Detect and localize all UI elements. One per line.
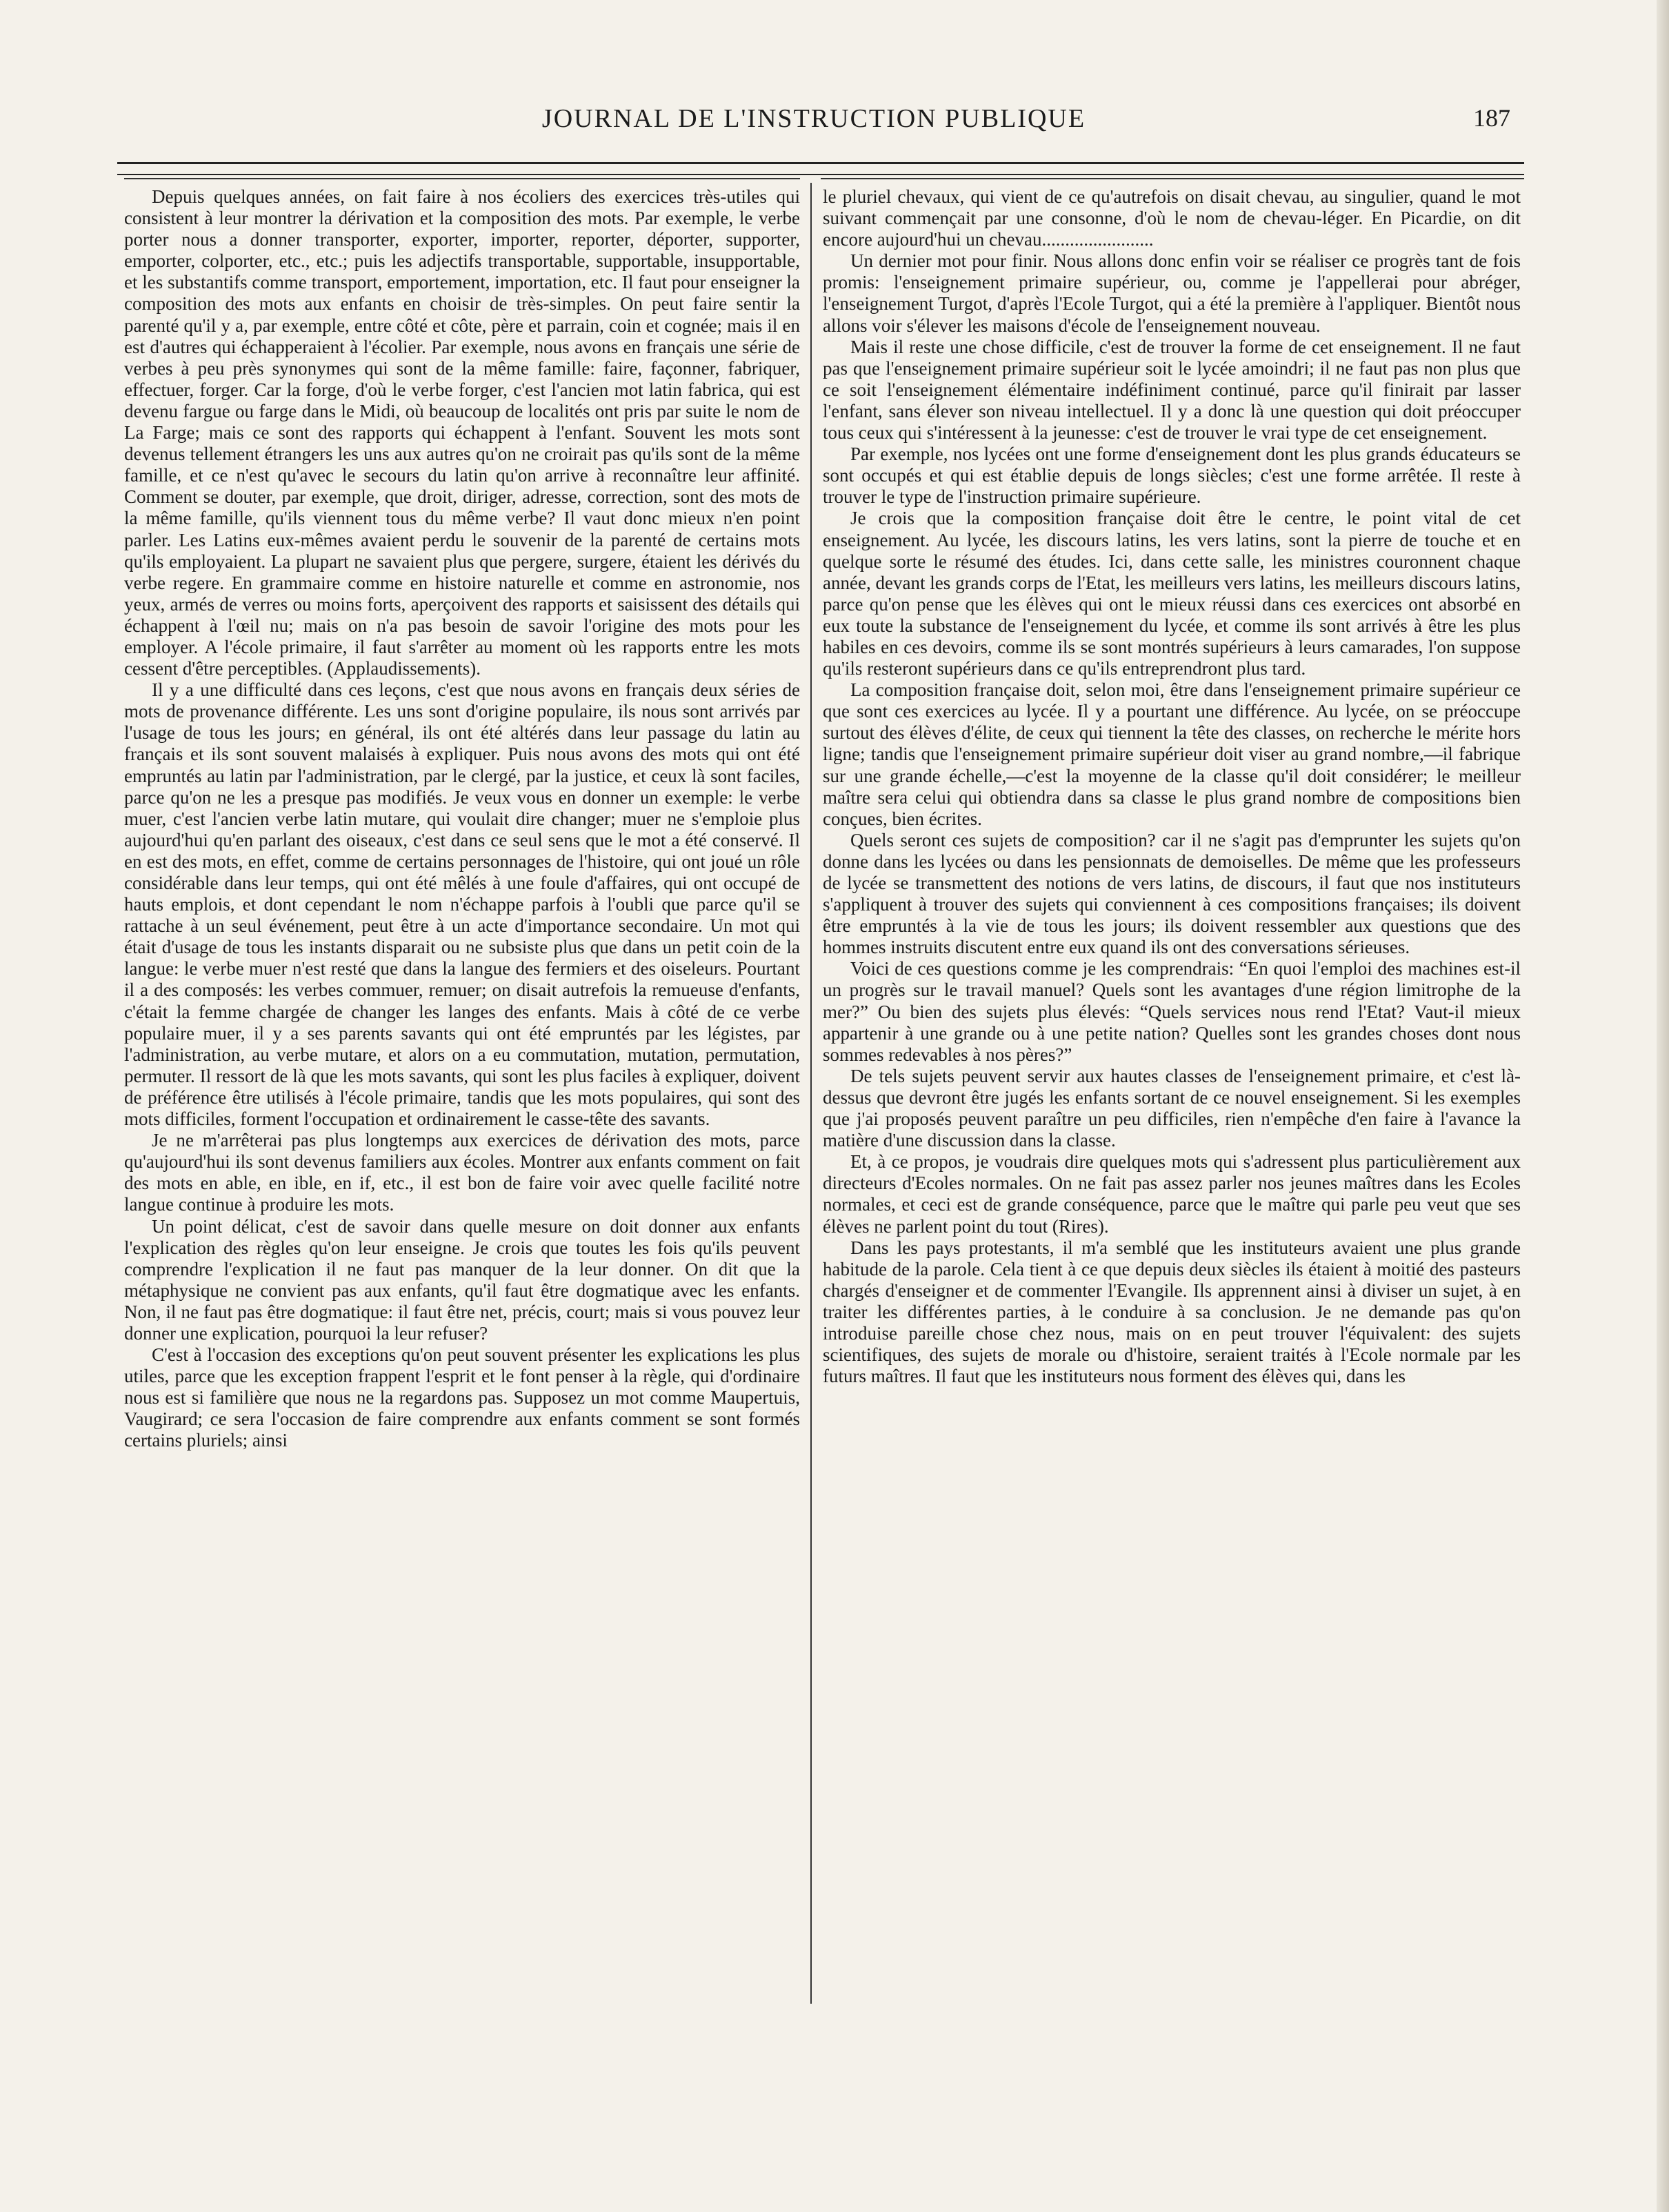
paragraph: Et, à ce propos, je voudrais dire quelques mots qui s'adressent plus particulièrement aux directeurs d'Ecoles normales. On ne fait pas assez parler nos jeunes maîtres dans les Ecoles normales, et ceci est de grande conséquence, parce que le maître qui parle peu veut que ses élèves ne parlent point du tout (Rires). [823, 1151, 1521, 1237]
paragraph: Voici de ces questions comme je les comprendrais: “En quoi l'emploi des machines est-il un progrès sur le travail manuel? Quels sont les avantages d'une région limitrophe de la mer?” Ou bien des sujets plus élevés: “Quels services nous rend l'Etat? Vaut-il mieux appartenir à une grande ou à une petite nation? Quelles sont les grandes choses dont nous sommes redevables à nos pères?” [823, 958, 1521, 1065]
paragraph: Quels seront ces sujets de composition? car il ne s'agit pas d'emprunter les sujets qu'on donne dans les lycées ou dans les pensionnats de demoiselles. De même que les professeurs de lycée se transmettent des notions de vers latins, de discours, il faut que nos instituteurs s'appliquent à trouver des sujets qui conviennent à ces compositions françaises; ils doivent être empruntés à la vie de tous les jours; ils doivent ressembler aux questions que des hommes instruits discutent entre eux quand ils ont des conversations sérieuses. [823, 829, 1521, 958]
paragraph: Je crois que la composition française doit être le centre, le point vital de cet enseignement. Au lycée, les discours latins, les vers latins, sont la pierre de touche et en quelque sorte le résumé des études. Ici, dans cette salle, les ministres couronnent chaque année, devant les grands corps de l'Etat, les meilleurs vers latins, les meilleurs discours latins, parce qu'on pense que les élèves qui ont le mieux réussi dans ces exercices ont absorbé en eux toute la substance de l'enseignement du lycée, et comme ils sont arrivés à être les plus habiles en ces devoirs, comme ils se sont montrés supérieurs à leurs camarades, l'on suppose qu'ils resteront supérieurs dans ce qu'ils entreprendront plus tard. [823, 508, 1521, 679]
right-column-rule [821, 178, 1524, 179]
paragraph: Il y a une difficulté dans ces leçons, c'est que nous avons en français deux séries de mots de provenance différente. Les uns sont d'origine populaire, ils nous sont arrivés par l'usage de tous les jours; en général, ils ont été altérés dans leur passage du latin au français et ils sont souvent malaisés à expliquer. Puis nous avons des mots qui ont été empruntés au latin par l'administration, par le clergé, par la justice, et ceux là sont faciles, parce qu'on ne les a presque pas modifiés. Je veux vous en donner un exemple: le verbe muer, c'est l'ancien verbe latin mutare, qui voulait dire changer; muer ne s'emploie plus aujourd'hui qu'en parlant des oiseaux, c'est dans ce seul sens que le mot a été conservé. Il en est des mots, en effet, comme de certains personnages de l'histoire, qui ont joué un rôle considérable dans leur temps, qui ont été mêlés à une foule d'affaires, qui ont occupé de hauts emplois, et dont cependant le nom n'échappe parfois à l'oubli que parce qu'il se rattache à un seul événement, peut être à un acte d'importance secondaire. Un mot qui était d'usage de tous les instants disparait ou ne subsiste plus que dans un petit coin de la langue: le verbe muer n'est resté que dans la langue des fermiers et des oiseleurs. Pourtant il a des composés: les verbes commuer, remuer; on disait autrefois la remueuse d'enfants, c'était la femme chargée de changer les langes des enfants. Mais à côté de ce verbe populaire muer, il y a ses parents savants qui ont été empruntés par les légistes, par l'administration, au verbe mutare, et alors on a eu commutation, mutation, permutation, permuter. Il ressort de là que les mots savants, qui sont les plus faciles à expliquer, doivent de préférence être utilisés à l'école primaire, tandis que les mots populaires, qui sont des mots difficiles, forment l'occupation et ordinairement le casse-tête des savants. [124, 679, 800, 1130]
paragraph: La composition française doit, selon moi, être dans l'enseignement primaire supérieur ce que sont ces exercices au lycée. Il y a pourtant une différence. Au lycée, on se préoccupe surtout des élèves d'élite, de ceux qui tiennent la tête des classes, on recherche le mérite hors ligne; tandis que l'enseignement primaire supérieur doit viser au grand nombre,—il fabrique sur une grande échelle,—c'est la moyenne de la classe qu'il doit considérer; le meilleur maître sera celui qui obtiendra dans sa classe le plus grand nombre de compositions bien conçues, bien écrites. [823, 679, 1521, 829]
paragraph: Dans les pays protestants, il m'a semblé que les instituteurs avaient une plus grande habitude de la parole. Cela tient à ce que depuis deux siècles ils étaient à moitié des pasteurs chargés d'enseigner et de commenter l'Evangile. Ils apprennent ainsi à diviser un sujet, à en traiter les différentes parties, à le conduire à sa conclusion. Je ne demande pas qu'on introduise pareille chose chez nous, mais on en peut trouver l'équivalent: des sujets scientifiques, des sujets de morale ou d'histoire, seraient traités à l'Ecole normale par les futurs maîtres. Il faut que les instituteurs nous forment des élèves qui, dans les [823, 1237, 1521, 1387]
paragraph: Depuis quelques années, on fait faire à nos écoliers des exercices très-utiles qui consistent à leur montrer la dérivation et la composition des mots. Par exemple, le verbe porter nous a donner transporter, exporter, importer, reporter, déporter, supporter, emporter, colporter, etc., etc.; puis les adjectifs transportable, supportable, insupportable, et les substantifs comme transport, emportement, importation, etc. Il faut pour enseigner la composition des mots aux enfants en choisir de très-simples. On peut faire sentir la parenté qu'il y a, par exemple, entre côté et côte, père et parrain, coin et cognée; mais il en est d'autres qui échapperaient à l'écolier. Par exemple, nous avons en français une série de verbes à peu près synonymes qui sont de la même famille: faire, façonner, fabriquer, effectuer, forger. Car la forge, d'où le verbe forger, c'est l'ancien mot latin fabrica, qui est devenu fargue ou farge dans le Midi, où beaucoup de localités ont pris par suite le nom de La Farge; mais ce sont des rapports qui échappent à l'enfant. Souvent les mots sont devenus tellement étrangers les uns aux autres qu'on ne croirait pas qu'ils sont de la même famille, et ce n'est qu'avec le secours du latin qu'on arrive à reconnaître leur affinité. Comment se douter, par exemple, que droit, diriger, adresse, correction, sont des mots de la même famille, qu'ils viennent tous du même verbe? Il vaut donc mieux n'en point parler. Les Latins eux-mêmes avaient perdu le souvenir de la parenté de certains mots qu'ils employaient. La plupart ne savaient plus que pergere, surgere, étaient les dérivés du verbe regere. En grammaire comme en histoire naturelle et comme en astronomie, nos yeux, armés de verres ou moins forts, aperçoivent des rapports et saisissent des détails qui échappent à l'œil nu; mais on n'a pas besoin de savoir l'origine des mots pour les employer. A l'école primaire, il faut s'arrêter au moment où les rapports entre les mots cessent d'être perceptibles. (Applaudissements). [124, 186, 800, 679]
paragraph: Par exemple, nos lycées ont une forme d'enseignement dont les plus grands éducateurs se sont occupés et qui est établie depuis de longs siècles; c'est une forme arrêtée. Il reste à trouver le type de l'instruction primaire supérieure. [823, 444, 1521, 508]
paragraph: Un point délicat, c'est de savoir dans quelle mesure on doit donner aux enfants l'explication des règles qu'on leur enseigne. Je crois que toutes les fois qu'ils peuvent comprendre l'explication il ne faut pas manquer de la leur donner. On dit que la métaphysique ne convient pas aux enfants, qu'il faut être dogmatique avec les enfants. Non, il ne faut pas être dogmatique: il faut être net, précis, court; mais si vous pouvez leur donner une explication, pourquoi la leur refuser? [124, 1215, 800, 1344]
left-column-rule [124, 178, 800, 179]
header-rule [117, 162, 1524, 175]
page-number: 187 [1473, 104, 1510, 132]
left-column [124, 186, 800, 2173]
paragraph: Mais il reste une chose difficile, c'est de trouver la forme de cet enseignement. Il ne faut pas que l'enseignement primaire supérieur soit le lycée amoindri; il ne faut pas non plus que ce soit l'enseignement élémentaire indéfiniment continué, parce qu'il finirait par lasser l'enfant, sans élever son niveau intellectuel. Il y a donc là une question qui doit préoccuper tous ceux qui s'intéressent à la jeunesse: c'est de trouver le vrai type de cet enseignement. [823, 336, 1521, 444]
paragraph: C'est à l'occasion des exceptions qu'on peut souvent présenter les explications les plus utiles, parce que les exception frappent l'esprit et le font penser à la règle, qui d'ordinaire nous est si familière que nous ne la regardons pas. Supposez un mot comme Maupertuis, Vaugirard; ce sera l'occasion de faire comprendre aux enfants comment se sont formés certains pluriels; ainsi [124, 1344, 800, 1451]
paragraph: Je ne m'arrêterai pas plus longtemps aux exercices de dérivation des mots, parce qu'aujourd'hui ils sont devenus familiers aux écoles. Montrer aux enfants comment on fait des mots en able, en ible, en if, etc., il est bon de faire voir avec quelle facilité notre langue continue à produire les mots. [124, 1130, 800, 1215]
column-divider [810, 183, 812, 2004]
right-column [823, 186, 1521, 2173]
journal-title: JOURNAL DE L'INSTRUCTION PUBLIQUE [541, 104, 1086, 133]
paragraph: Un dernier mot pour finir. Nous allons donc enfin voir se réaliser ce progrès tant de fois promis: l'enseignement primaire supérieur, ou, comme je l'appellerai pour abréger, l'enseignement Turgot, d'après l'Ecole Turgot, qui a été la première à l'appliquer. Bientôt nous allons voir s'élever les maisons d'école de l'enseignement nouveau. [823, 250, 1521, 336]
page-header [117, 103, 1510, 145]
paragraph: De tels sujets peuvent servir aux hautes classes de l'enseignement primaire, et c'est là-dessus que devront être jugés les enfants sortant de ce nouvel enseignement. Si les exemples que j'ai proposés peuvent paraître un peu difficiles, rien n'empêche d'en faire à l'avance la matière d'une discussion dans la classe. [823, 1065, 1521, 1151]
page-edge [1657, 0, 1669, 2212]
paragraph: le pluriel chevaux, qui vient de ce qu'autrefois on disait chevau, au singulier, quand le mot suivant commençait par une consonne, d'où le nom de chevau-léger. En Picardie, on dit encore aujourd'hui un chevau........................ [823, 186, 1521, 250]
